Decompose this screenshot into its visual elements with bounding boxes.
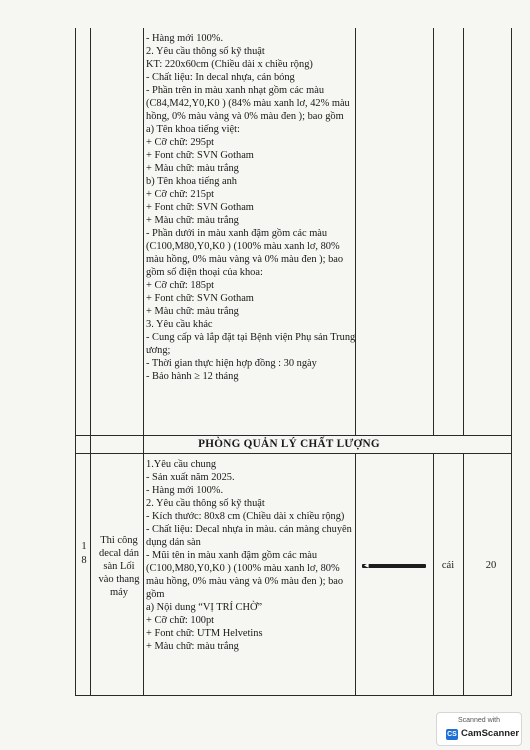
description-line: + Màu chữ: màu trắng xyxy=(146,306,239,317)
description-line: màu hồng, 0% màu vàng và 0% màu đen ); bao xyxy=(146,576,344,587)
description-line: + Font chữ: SVN Gotham xyxy=(146,150,254,161)
item-quantity: 20 xyxy=(485,560,497,571)
description-line: + Cỡ chữ: 215pt xyxy=(146,189,215,200)
col-divider-unit-lower xyxy=(463,453,464,696)
row-number-digit: 1 xyxy=(81,541,87,552)
description-line: + Cỡ chữ: 100pt xyxy=(146,615,215,626)
col-divider-desc xyxy=(355,28,356,435)
floor-sticker-thumbnail xyxy=(362,564,426,568)
description-line: dụng dán sàn xyxy=(146,537,201,548)
table-border-bottom xyxy=(75,695,512,696)
description-line: - Phần trên in màu xanh nhạt gồm các màu xyxy=(146,85,325,96)
item-name xyxy=(93,534,145,599)
description-line: - Chất liệu: In decal nhựa, cán bóng xyxy=(146,72,295,83)
table-border-right xyxy=(511,28,512,696)
description-line: 3. Yêu cầu khác xyxy=(146,319,213,330)
description-line: (C84,M42,Y0,K0 ) (84% màu xanh lơ, 42% màu xyxy=(146,98,350,109)
camscanner-logo-icon: CS xyxy=(447,731,457,738)
camscanner-watermark xyxy=(436,712,522,746)
description-line: + Màu chữ: màu trắng xyxy=(146,215,239,226)
description-line: hồng, 0% màu vàng và 0% màu đen ); bao gồm xyxy=(146,111,344,122)
scanned-with-text: Scanned with xyxy=(457,717,501,724)
description-line: - Thời gian thực hiện hợp đồng : 30 ngày xyxy=(146,358,317,369)
item-name-line: decal dán xyxy=(99,548,139,559)
description-line: - Mũi tên in màu xanh đậm gồm các màu xyxy=(146,550,318,561)
description-line: a) Tên khoa tiếng việt: xyxy=(146,124,240,135)
upper-description-cell xyxy=(146,32,356,383)
item-name-line: Thi công xyxy=(100,535,138,546)
description-line: + Font chữ: UTM Helvetins xyxy=(146,628,263,639)
description-line: - Cung cấp và lắp đặt tại Bệnh viện Phụ sản Trung xyxy=(146,332,356,343)
col-divider-stt xyxy=(90,28,91,696)
col-divider-image-lower xyxy=(433,453,434,696)
description-line: + Màu chữ: màu trắng xyxy=(146,163,239,174)
description-line: - Kích thước: 80x8 cm (Chiều dài x chiều rộng) xyxy=(146,511,345,522)
description-line: - Bảo hành ≥ 12 tháng xyxy=(146,371,239,382)
description-line: (C100,M80,Y0,K0 ) (100% màu xanh lơ, 80% xyxy=(146,563,340,574)
description-line: - Hàng mới 100%. xyxy=(146,485,224,496)
description-line: + Cỡ chữ: 185pt xyxy=(146,280,215,291)
item-name-line: máy xyxy=(109,587,129,598)
description-line: 1.Yêu cầu chung xyxy=(146,459,217,470)
item-name-line: vào thang xyxy=(98,574,140,585)
table-border-left xyxy=(75,28,76,696)
row-number-digit: 8 xyxy=(81,555,87,566)
col-divider-unit xyxy=(463,28,464,435)
item-unit: cái xyxy=(441,560,455,571)
description-line: + Cỡ chữ: 295pt xyxy=(146,137,215,148)
description-line: KT: 220x60cm (Chiều dài x chiều rộng) xyxy=(146,59,313,70)
description-line: 2. Yêu cầu thông số kỹ thuật xyxy=(146,46,265,57)
arrow-left-icon: ◀ xyxy=(364,563,369,569)
description-line: - Sản xuất năm 2025. xyxy=(146,472,235,483)
description-line: màu hồng, 0% màu vàng và 0% màu đen ); bao xyxy=(146,254,344,265)
camscanner-brand: CamScanner xyxy=(461,728,520,739)
description-line: (C100,M80,Y0,K0 ) (100% màu xanh lơ, 80% xyxy=(146,241,340,252)
description-line: gồm số điện thoại của khoa: xyxy=(146,267,263,278)
description-line: 2. Yêu cầu thông số kỹ thuật xyxy=(146,498,265,509)
section-title: PHÒNG QUẢN LÝ CHẤT LƯỢNG xyxy=(198,438,380,450)
item-description-cell xyxy=(146,458,352,653)
item-name-line: sàn Lối xyxy=(103,561,135,572)
description-line: ương; xyxy=(146,345,171,356)
description-line: + Font chữ: SVN Gotham xyxy=(146,202,254,213)
section-row-bottom xyxy=(75,453,512,454)
row-number xyxy=(79,540,89,568)
description-line: a) Nội dung “VỊ TRÍ CHỜ” xyxy=(146,602,263,613)
description-line: gồm xyxy=(146,589,165,600)
description-line: + Màu chữ: màu trắng xyxy=(146,641,239,652)
col-divider-desc-lower xyxy=(355,453,356,696)
description-line: b) Tên khoa tiếng anh xyxy=(146,176,237,187)
description-line: + Font chữ: SVN Gotham xyxy=(146,293,254,304)
description-line: - Phần dưới in màu xanh đậm gồm các màu xyxy=(146,228,328,239)
description-line: - Chất liệu: Decal nhựa in màu. cán màng chuyên xyxy=(146,524,352,535)
col-divider-image xyxy=(433,28,434,435)
description-line: - Hàng mới 100%. xyxy=(146,33,224,44)
